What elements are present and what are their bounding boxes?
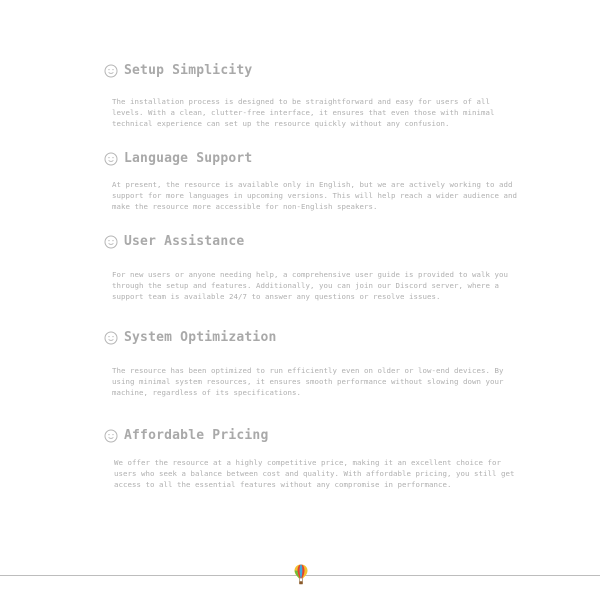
section-user-assistance [104, 234, 524, 302]
section-body: We offer the resource at a highly competitive price, making it an excellent choice for users who seek a balance between cost and quality. With affordable pricing, you still get access to all the essential features without any compromise in performance. [114, 458, 515, 489]
smiley-circle-icon [104, 152, 118, 166]
section-header [104, 234, 524, 249]
section-body: For new users or anyone needing help, a comprehensive user guide is provided to walk you through the setup and features. Additionally, you can join our Discord server, where a support team is available 24/7 to answer any questions or resolve issues. [112, 270, 508, 301]
section-header [104, 330, 524, 345]
section-title: System Optimization [124, 330, 277, 345]
smiley-circle-icon [104, 235, 118, 249]
section-title: Setup Simplicity [124, 63, 253, 78]
smiley-circle-icon [104, 64, 118, 78]
section-header [104, 428, 524, 443]
section-affordable-pricing [104, 428, 524, 490]
section-body: The resource has been optimized to run efficiently even on older or low-end devices. By using minimal system resources, it ensures smooth performance without slowing down your machine, regardless of its specifications. [112, 366, 504, 397]
section-body: The installation process is designed to be straightforward and easy for users of all levels. With a clean, clutter-free interface, it ensures that even those with minimal technical experience can set up the resource quickly without any confusion. [112, 97, 495, 128]
section-setup-simplicity [104, 63, 524, 129]
section-language-support [104, 151, 524, 212]
section-body: At present, the resource is available only in English, but we are actively working to add support for more languages in upcoming versions. This will help reach a wider audience and make the resource more accessible for non-English speakers. [112, 180, 517, 211]
section-title: User Assistance [124, 234, 245, 249]
section-title: Affordable Pricing [124, 428, 269, 443]
section-header [104, 63, 524, 78]
smiley-circle-icon [104, 429, 118, 443]
section-header [104, 151, 524, 166]
section-system-optimization [104, 330, 524, 398]
hot-air-balloon-icon [294, 564, 308, 586]
section-title: Language Support [124, 151, 253, 166]
smiley-circle-icon [104, 331, 118, 345]
